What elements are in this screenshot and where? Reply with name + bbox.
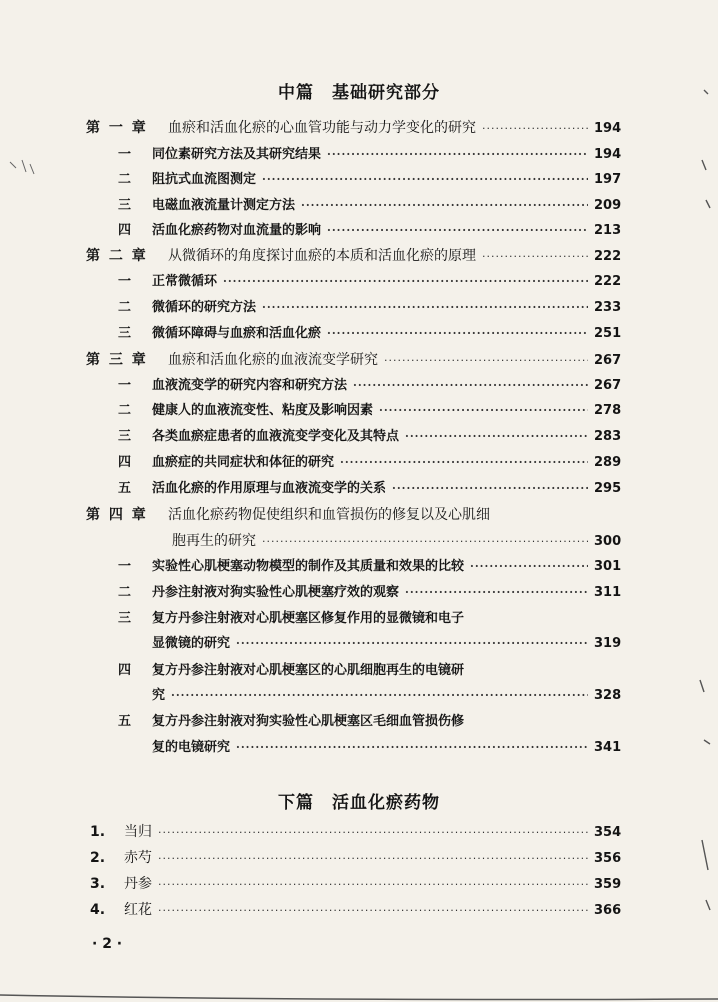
toc-section-row[interactable] — [118, 324, 620, 344]
toc-drug-row[interactable] — [90, 848, 620, 869]
page-number: 283 — [594, 429, 622, 444]
page-number: 197 — [594, 172, 622, 187]
toc-drug-row[interactable] — [90, 900, 620, 921]
page-edge-shadow — [0, 955, 718, 1002]
toc-section-row[interactable] — [118, 479, 620, 499]
leader-dots — [236, 634, 588, 654]
page-number: 209 — [594, 198, 622, 213]
part-label: 下篇 — [278, 793, 314, 813]
scan-speck-icon — [8, 158, 38, 182]
section-title: 丹参注射液对狗实验性心肌梗塞疗效的观察 — [152, 585, 400, 600]
leader-dots — [158, 901, 588, 921]
leader-dots — [405, 583, 588, 603]
toc-section-row[interactable] — [118, 145, 620, 165]
part-label: 中篇 — [278, 83, 314, 103]
section-number: 二 — [118, 172, 132, 187]
page-number: 222 — [594, 274, 622, 289]
toc-section-row[interactable] — [118, 583, 620, 603]
section-number: 三 — [118, 198, 132, 213]
toc-section-row[interactable] — [118, 221, 620, 241]
page-number: 267 — [594, 378, 622, 393]
toc-section-row[interactable] — [118, 427, 620, 447]
page-number: 311 — [594, 585, 622, 600]
section-title: 同位素研究方法及其研究结果 — [152, 147, 322, 162]
toc-section-row[interactable] — [118, 712, 620, 732]
chapter-title: 血瘀和活血化瘀的心血管功能与动力学变化的研究 — [168, 120, 476, 136]
page-number: 267 — [594, 353, 622, 368]
toc-chapter-row[interactable] — [86, 246, 620, 267]
section-title: 各类血瘀症患者的血液流变学变化及其特点 — [152, 429, 400, 444]
page-number: 213 — [594, 223, 622, 238]
drug-name: 赤芍 — [124, 850, 152, 866]
chapter-title-continued: 胞再生的研究 — [172, 533, 256, 549]
section-title: 复方丹参注射液对心肌梗塞区修复作用的显微镜和电子 — [152, 611, 465, 626]
page-number: 278 — [594, 403, 622, 418]
leader-dots — [223, 272, 588, 292]
page-number: 354 — [594, 825, 622, 840]
section-number: 二 — [118, 403, 132, 418]
drug-name: 当归 — [124, 824, 152, 840]
toc-drug-row[interactable] — [90, 874, 620, 895]
leader-dots — [340, 453, 588, 473]
toc-chapter-row[interactable] — [86, 350, 620, 371]
leader-dots — [482, 119, 588, 139]
section-number: 三 — [118, 429, 132, 444]
toc-section-row[interactable] — [118, 196, 620, 216]
chapter-label: 第 三 章 — [86, 352, 148, 368]
section-number: 一 — [118, 274, 132, 289]
drug-number: 1. — [90, 824, 106, 840]
section-number: 一 — [118, 378, 132, 393]
chapter-title: 从微循环的角度探讨血瘀的本质和活血化瘀的原理 — [168, 248, 476, 264]
chapter-label: 第 二 章 — [86, 248, 148, 264]
drug-name: 丹参 — [124, 876, 152, 892]
page-number: 319 — [594, 636, 622, 651]
toc-section-row[interactable] — [118, 272, 620, 292]
section-title-continued: 显微镜的研究 — [152, 636, 231, 651]
leader-dots — [262, 532, 588, 552]
leader-dots — [158, 849, 588, 869]
section-title-continued: 复的电镜研究 — [152, 740, 231, 755]
section-number: 三 — [118, 611, 132, 626]
toc-section-row[interactable] — [118, 170, 620, 190]
section-number: 二 — [118, 300, 132, 315]
toc-chapter-row[interactable] — [86, 505, 620, 525]
toc-section-row[interactable] — [118, 453, 620, 473]
leader-dots — [327, 324, 588, 344]
chapter-title: 血瘀和活血化瘀的血液流变学研究 — [168, 352, 378, 368]
section-number: 四 — [118, 223, 132, 238]
leader-dots — [327, 221, 588, 241]
leader-dots — [353, 376, 588, 396]
section-number: 四 — [118, 455, 132, 470]
footer-page-number: · 2 · — [92, 936, 123, 952]
toc-section-row[interactable] — [118, 298, 620, 318]
section-title: 血液流变学的研究内容和研究方法 — [152, 378, 348, 393]
toc-section-row[interactable] — [118, 609, 620, 629]
section-number: 五 — [118, 481, 132, 496]
toc-drug-row[interactable] — [90, 822, 620, 843]
section-number: 一 — [118, 147, 132, 162]
section-title: 微循环障碍与血瘀和活血化瘀 — [152, 326, 322, 341]
drug-name: 红花 — [124, 902, 152, 918]
page-number: 341 — [594, 740, 622, 755]
section-title: 活血化瘀药物对血流量的影响 — [152, 223, 322, 238]
toc-section-continuation[interactable] — [152, 686, 620, 706]
page-number: 359 — [594, 877, 622, 892]
section-number: 四 — [118, 663, 132, 678]
part-title: 活血化瘀药物 — [332, 793, 440, 813]
toc-chapter-continuation[interactable] — [172, 531, 620, 552]
section-title: 复方丹参注射液对心肌梗塞区的心肌细胞再生的电镜研 — [152, 663, 465, 678]
leader-dots — [171, 686, 588, 706]
chapter-title: 活血化瘀药物促使组织和血管损伤的修复以及心肌细 — [168, 507, 490, 523]
leader-dots — [384, 351, 588, 371]
section-number: 一 — [118, 559, 132, 574]
drug-number: 3. — [90, 876, 106, 892]
toc-section-continuation[interactable] — [152, 738, 620, 758]
leader-dots — [392, 479, 588, 499]
section-number: 五 — [118, 714, 132, 729]
section-title: 微循环的研究方法 — [152, 300, 257, 315]
toc-section-row[interactable] — [118, 661, 620, 681]
page-number: 251 — [594, 326, 622, 341]
section-number: 二 — [118, 585, 132, 600]
leader-dots — [301, 196, 588, 216]
page-number: 366 — [594, 903, 622, 918]
leader-dots — [262, 298, 588, 318]
leader-dots — [482, 247, 588, 267]
page-number: 194 — [594, 121, 622, 136]
leader-dots — [158, 875, 588, 895]
leader-dots — [470, 557, 588, 577]
section-title: 正常微循环 — [152, 274, 218, 289]
section-title: 血瘀症的共同症状和体征的研究 — [152, 455, 335, 470]
chapter-label: 第 一 章 — [86, 120, 148, 136]
page-number: 328 — [594, 688, 622, 703]
toc-section-row[interactable] — [118, 376, 620, 396]
section-title: 活血化瘀的作用原理与血液流变学的关系 — [152, 481, 387, 496]
part-heading — [0, 788, 718, 813]
toc-section-row[interactable] — [118, 401, 620, 421]
leader-dots — [158, 823, 588, 843]
page-number: 233 — [594, 300, 622, 315]
section-title: 实验性心肌梗塞动物模型的制作及其质量和效果的比较 — [152, 559, 465, 574]
leader-dots — [327, 145, 588, 165]
section-title: 健康人的血液流变性、粘度及影响因素 — [152, 403, 374, 418]
section-title: 阻抗式血流图测定 — [152, 172, 257, 187]
page-number: 300 — [594, 534, 622, 549]
toc-section-row[interactable] — [118, 557, 620, 577]
page-number: 356 — [594, 851, 622, 866]
drug-number: 4. — [90, 902, 106, 918]
page-number: 289 — [594, 455, 622, 470]
scan-edge-marks-icon — [694, 80, 716, 920]
section-title: 电磁血液流量计测定方法 — [152, 198, 296, 213]
page-number: 295 — [594, 481, 622, 496]
section-title: 复方丹参注射液对狗实验性心肌梗塞区毛细血管损伤修 — [152, 714, 465, 729]
leader-dots — [379, 401, 588, 421]
leader-dots — [262, 170, 588, 190]
page-number: 194 — [594, 147, 622, 162]
leader-dots — [405, 427, 588, 447]
toc-section-continuation[interactable] — [152, 634, 620, 654]
part-title: 基础研究部分 — [332, 83, 440, 103]
page-number: 301 — [594, 559, 622, 574]
leader-dots — [236, 738, 588, 758]
section-title-continued: 究 — [152, 688, 166, 703]
chapter-label: 第 四 章 — [86, 507, 148, 523]
toc-chapter-row[interactable] — [86, 118, 620, 139]
page-number: 222 — [594, 249, 622, 264]
part-heading — [0, 78, 718, 103]
section-number: 三 — [118, 326, 132, 341]
drug-number: 2. — [90, 850, 106, 866]
